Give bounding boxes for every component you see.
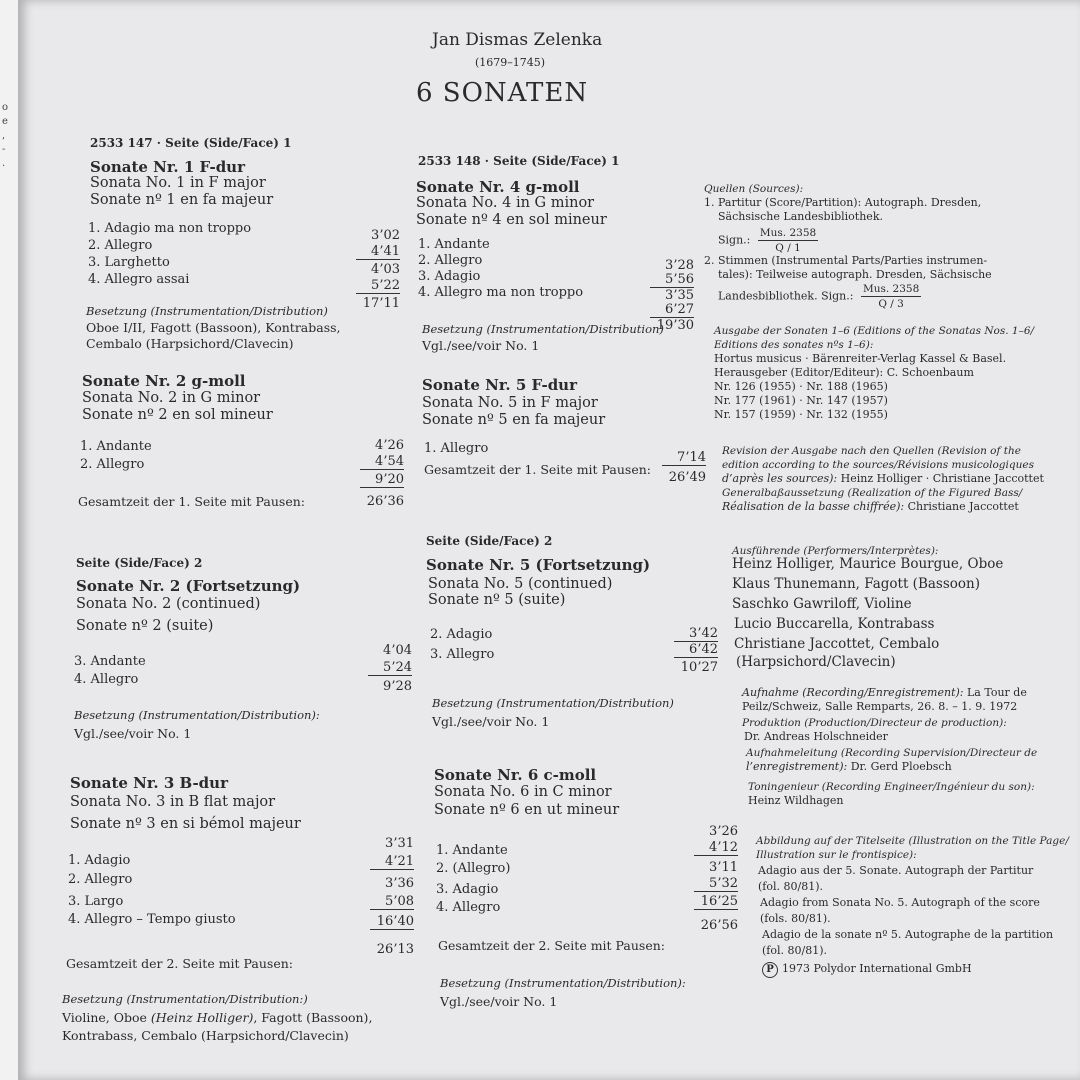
sonata1-title: Sonate Nr. 1 F-dur (90, 158, 245, 176)
ausgabe-text: Nr. 177 (1961) · Nr. 147 (1957) (714, 394, 888, 407)
total-time: 19’30 (656, 318, 694, 333)
production-label: Produktion (Production/Directeur de production): (742, 717, 1007, 729)
signature-label: Landesbibliothek. Sign.: (718, 289, 854, 303)
ausgabe-text: Nr. 157 (1959) · Nr. 132 (1955) (714, 408, 888, 421)
side1-header-left: 2533 147 · Seite (Side/Face) 1 (90, 136, 292, 150)
time: 4’12 (694, 840, 738, 856)
illustration-text: Adagio de la sonate nº 5. Autographe de la partition (762, 928, 1054, 941)
production-text: Dr. Andreas Holschneider (744, 730, 888, 743)
side1-header-middle: 2533 148 · Seite (Side/Face) 1 (418, 154, 620, 168)
gesamtzeit-time: 26’56 (700, 918, 738, 933)
sonata2c-title: Sonate Nr. 2 (Fortsetzung) (76, 577, 301, 595)
movement: 4. Allegro (436, 900, 501, 915)
signature (718, 226, 818, 255)
revision-label: Revision der Ausgabe nach den Quellen (Revision of the (722, 445, 1021, 457)
supervision-text-part: l’enregistrement): (746, 760, 848, 773)
phonogram-icon: P (762, 962, 778, 978)
besetzung-text: Kontrabass, Cembalo (Harpsichord/Clavecin) (62, 1028, 349, 1043)
time: 3’02 (371, 228, 400, 243)
movement: 3. Larghetto (88, 255, 170, 270)
revision-text (722, 472, 1044, 486)
time: 5’08 (370, 894, 414, 910)
time: 4’26 (375, 438, 404, 453)
quellen-label: Quellen (Sources): (704, 183, 804, 195)
sonata2c-fr: Sonate nº 2 (suite) (76, 618, 214, 634)
performer: Lucio Buccarella, Kontrabass (734, 616, 935, 632)
total-time: 10’27 (680, 660, 718, 675)
time: 3’36 (385, 876, 414, 891)
besetzung-text (62, 1010, 372, 1025)
gesamtzeit-label: Gesamtzeit der 1. Seite mit Pausen: (78, 494, 305, 509)
sonata6-en: Sonata No. 6 in C minor (434, 784, 612, 800)
sonata1-en: Sonata No. 1 in F major (90, 175, 266, 191)
besetzung-label: Besetzung (Instrumentation/Distribution) (432, 696, 674, 710)
composer-name: Jan Dismas Zelenka (432, 30, 603, 50)
besetzung-text: Vgl./see/voir No. 1 (422, 338, 540, 353)
sonata5c-fr: Sonate nº 5 (suite) (428, 592, 566, 608)
sonata2-en: Sonata No. 2 in G minor (82, 390, 261, 406)
revision-text-part: Heinz Holliger · Christiane Jaccottet (837, 472, 1044, 485)
side2-header-middle: Seite (Side/Face) 2 (426, 534, 553, 548)
time: 3’31 (385, 836, 414, 851)
time: 4’03 (371, 262, 400, 277)
ausgabe-text: Hortus musicus · Bärenreiter-Verlag Kassel & Basel. (714, 352, 1007, 365)
ausgabe-text: Herausgeber (Editor/Editeur): C. Schoenbaum (714, 366, 974, 379)
sonata1-fr: Sonate nº 1 en fa majeur (90, 192, 274, 208)
movement: 3. Andante (74, 654, 146, 669)
adjacent-page-edge (0, 0, 18, 1080)
performers-label: Ausführende (Performers/Interprètes): (732, 545, 939, 557)
movement: 1. Adagio (68, 853, 131, 868)
time: 3’42 (674, 626, 718, 642)
composer-dates: (1679–1745) (475, 56, 546, 69)
supervision-text (746, 760, 952, 774)
copyright-text: 1973 Polydor International GmbH (782, 962, 972, 975)
time: 4’04 (383, 643, 412, 658)
edge-char: - (2, 144, 6, 155)
time: 7’14 (662, 450, 706, 466)
illustration-text: (fol. 80/81). (758, 880, 823, 893)
besetzung-label: Besetzung (Instrumentation/Distribution) (86, 304, 328, 318)
performer: Heinz Holliger, Maurice Bourgue, Oboe (732, 556, 1004, 572)
besetzung-text: Vgl./see/voir No. 1 (440, 994, 558, 1009)
total-time: 17’11 (362, 296, 400, 311)
sonata5-title: Sonate Nr. 5 F-dur (422, 376, 577, 394)
besetzung-text-part: Violine, Oboe (62, 1010, 151, 1025)
signature-label: Sign.: (718, 233, 751, 247)
time: 3’11 (709, 860, 738, 875)
movement: 2. Allegro (88, 238, 153, 253)
performer: Klaus Thunemann, Fagott (Bassoon) (732, 576, 980, 592)
movement: 2. Allegro (68, 872, 133, 887)
page-title: 6 SONATEN (416, 78, 589, 108)
total-time: 9’28 (383, 679, 412, 694)
besetzung-text: Cembalo (Harpsichord/Clavecin) (86, 336, 294, 351)
engineer-label: Toningenieur (Recording Engineer/Ingénieur du son): (748, 781, 1035, 793)
recording-info: Peilz/Schweiz, Salle Remparts, 26. 8. – 1. 9. 1972 (742, 700, 1018, 713)
besetzung-text: Oboe I/II, Fagott (Bassoon), Kontrabass, (86, 320, 341, 335)
performer: Saschko Gawriloff, Violine (732, 596, 912, 612)
performer: Christiane Jaccottet, Cembalo (734, 636, 940, 652)
signature-fraction (758, 226, 818, 255)
source-text: 2. Stimmen (Instrumental Parts/Parties instrumen- (704, 254, 988, 267)
besetzung-text: Vgl./see/voir No. 1 (432, 714, 550, 729)
movement: 4. Allegro ma non troppo (418, 285, 584, 300)
generalbass-text-part: Réalisation de la basse chiffrée): (722, 500, 905, 513)
gesamtzeit-time: 26’36 (366, 494, 404, 509)
copyright (762, 962, 972, 978)
revision-text-part: d’après les sources): (722, 472, 838, 485)
gesamtzeit-label: Gesamtzeit der 2. Seite mit Pausen: (438, 938, 665, 953)
total-time: 16’25 (694, 894, 738, 910)
total-time: 16’40 (370, 914, 414, 930)
liner-notes-page (18, 0, 1080, 1080)
signature-fraction (861, 282, 921, 311)
illustration-text: (fols. 80/81). (760, 912, 831, 925)
movement: 2. Allegro (418, 253, 483, 268)
time: 6’42 (674, 642, 718, 658)
sonata4-title: Sonate Nr. 4 g-moll (416, 178, 580, 196)
time: 4’54 (360, 454, 404, 470)
sonata2c-en: Sonata No. 2 (continued) (76, 596, 261, 612)
sonata5-fr: Sonate nº 5 en fa majeur (422, 412, 606, 428)
time: 5’24 (368, 660, 412, 676)
gesamtzeit-label: Gesamtzeit der 2. Seite mit Pausen: (66, 956, 293, 971)
movement: 4. Allegro assai (88, 272, 190, 287)
time: 3’35 (665, 288, 694, 303)
signature-den: Q / 1 (775, 242, 801, 254)
signature-den: Q / 3 (878, 298, 904, 310)
sonata3-fr: Sonate nº 3 en si bémol majeur (70, 816, 301, 832)
illustration-label: Abbildung auf der Titelseite (Illustration on the Title Page/ (756, 835, 1069, 847)
movement: 1. Adagio ma non troppo (88, 221, 252, 236)
source-text: Sächsische Landesbibliothek. (718, 210, 883, 223)
illustration-text: Adagio from Sonata No. 5. Autograph of the score (760, 896, 1040, 909)
movement: 2. Adagio (430, 627, 493, 642)
sonata5c-en: Sonata No. 5 (continued) (428, 576, 613, 592)
movement: 3. Largo (68, 894, 124, 909)
besetzung-label: Besetzung (Instrumentation/Distribution): (440, 976, 686, 990)
gesamtzeit-time: 26’49 (668, 470, 706, 485)
signature-num: Mus. 2358 (759, 227, 817, 239)
ausgabe-text: Nr. 126 (1955) · Nr. 188 (1965) (714, 380, 888, 393)
movement: 3. Adagio (436, 882, 499, 897)
revision-label: edition according to the sources/Révisions musicologiques (722, 459, 1034, 471)
besetzung-text-part: (Heinz Holliger) (150, 1010, 254, 1025)
sonata6-fr: Sonate nº 6 en ut mineur (434, 802, 620, 818)
besetzung-text: Vgl./see/voir No. 1 (74, 726, 192, 741)
illustration-text: (fol. 80/81). (762, 944, 827, 957)
time: 6’27 (650, 302, 694, 318)
movement: 1. Andante (418, 237, 490, 252)
time: 4’21 (370, 854, 414, 870)
sonata2-fr: Sonate nº 2 en sol mineur (82, 407, 273, 423)
supervision-label: Aufnahmeleitung (Recording Supervision/Directeur de (746, 747, 1038, 759)
edge-char: o (2, 102, 9, 113)
illustration-label: Illustration sur le frontispice): (756, 849, 917, 861)
movement: 3. Allegro (430, 647, 495, 662)
side2-header-left: Seite (Side/Face) 2 (76, 556, 203, 570)
source-text: 1. Partitur (Score/Partition): Autograph. Dresden, (704, 196, 982, 209)
ausgabe-label: Editions des sonates nºs 1–6): (714, 339, 874, 351)
recording-info-part: Aufnahme (Recording/Enregistrement): (742, 686, 964, 699)
besetzung-label: Besetzung (Instrumentation/Distribution): (74, 708, 320, 722)
engineer-text: Heinz Wildhagen (748, 794, 844, 807)
movement: 2. (Allegro) (436, 861, 511, 876)
besetzung-text-part: , Fagott (Bassoon), (253, 1010, 373, 1025)
movement: 1. Allegro (424, 441, 489, 456)
sonata4-fr: Sonate nº 4 en sol mineur (416, 212, 607, 228)
edge-char: e (2, 116, 8, 127)
besetzung-label: Besetzung (Instrumentation/Distribution:) (62, 992, 308, 1006)
sonata2-title: Sonate Nr. 2 g-moll (82, 372, 246, 390)
ausgabe-label: Ausgabe der Sonaten 1–6 (Editions of the Sonatas Nos. 1–6/ (714, 325, 1035, 337)
time: 3’28 (665, 258, 694, 273)
sonata6-title: Sonate Nr. 6 c-moll (434, 766, 597, 784)
generalbass-label: Generalbaßaussetzung (Realization of the Figured Bass/ (722, 487, 1023, 499)
movement: 1. Andante (80, 439, 152, 454)
time: 5’32 (694, 876, 738, 892)
sonata3-title: Sonate Nr. 3 B-dur (70, 774, 228, 792)
signature-num: Mus. 2358 (862, 283, 920, 295)
recording-info-part: La Tour de (963, 686, 1027, 699)
movement: 3. Adagio (418, 269, 481, 284)
sonata5-en: Sonata No. 5 in F major (422, 395, 598, 411)
gesamtzeit-label: Gesamtzeit der 1. Seite mit Pausen: (424, 462, 651, 477)
movement: 4. Allegro (74, 672, 139, 687)
movement: 2. Allegro (80, 457, 145, 472)
performer: (Harpsichord/Clavecin) (736, 654, 896, 670)
time: 4’41 (356, 244, 400, 260)
sonata3-en: Sonata No. 3 in B flat major (70, 794, 276, 810)
sonata5c-title: Sonate Nr. 5 (Fortsetzung) (426, 556, 651, 574)
total-time: 9’20 (360, 472, 404, 488)
supervision-text-part: Dr. Gerd Ploebsch (847, 760, 952, 773)
generalbass-text-part: Christiane Jaccottet (904, 500, 1019, 513)
movement: 4. Allegro – Tempo giusto (68, 912, 236, 927)
edge-char: , (2, 130, 6, 141)
movement: 1. Andante (436, 843, 508, 858)
generalbass-text (722, 500, 1019, 514)
illustration-text: Adagio aus der 5. Sonate. Autograph der Partitur (758, 864, 1034, 877)
time: 3’26 (709, 824, 738, 839)
time: 5’56 (650, 272, 694, 288)
edge-char: . (2, 158, 6, 169)
recording-info (742, 686, 1027, 700)
gesamtzeit-time: 26’13 (376, 942, 414, 957)
besetzung-label: Besetzung (Instrumentation/Distribution) (422, 322, 664, 336)
time: 5’22 (356, 278, 400, 294)
signature (718, 282, 921, 311)
source-text: tales): Teilweise autograph. Dresden, Sächsische (718, 268, 992, 281)
sonata4-en: Sonata No. 4 in G minor (416, 195, 595, 211)
